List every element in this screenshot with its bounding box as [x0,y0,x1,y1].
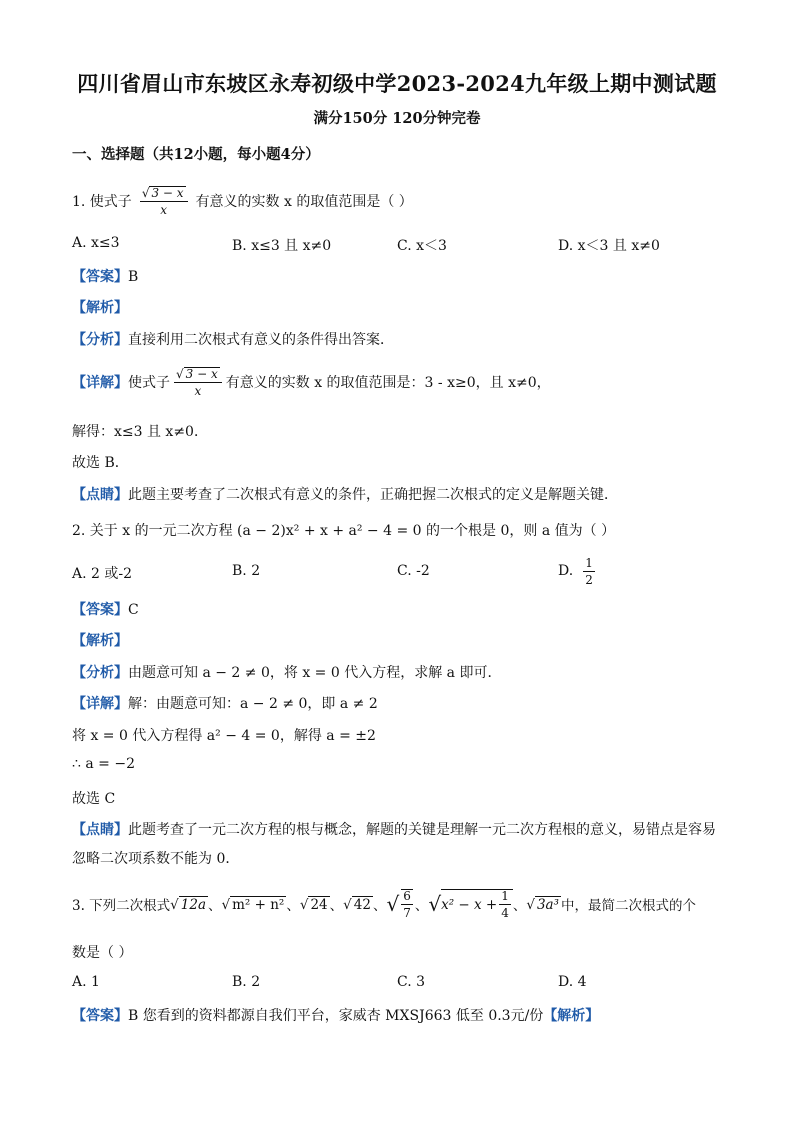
question-1-stem [72,177,413,225]
q1-fenxi [72,329,394,349]
q1-option-c: C. x＜3 [397,238,447,254]
q3-frac-5-den: 7 [403,906,411,920]
q3-radical-3: √ 24 [299,896,328,913]
q3-prefix: 3. 下列二次根式 [72,898,171,914]
q2-option-d-label: D. [558,563,574,579]
q2-answer [72,599,139,619]
q3-frac-6-num: 1 [501,889,509,903]
q2-option-d [558,555,597,587]
q1-xiangjie [72,360,551,404]
q1-choose: 故选 B． [72,455,129,471]
q1-option-b: B. x≤3 且 x≠0 [232,238,332,254]
q1-radicand: 3 − x [151,186,184,200]
q2-fenxi [72,662,501,682]
q2-analysis-heading [72,630,128,650]
q1-xiangjie-radicand: 3 − x [185,367,218,381]
q3-suffix: 中，最简二次根式的个 [561,898,697,914]
q2-option-d-num: 1 [585,555,593,570]
q3-radicand-2: m² + n² [232,896,285,913]
q2-fenxi-text: 由题意可知 a − 2 ≠ 0，将 x = 0 代入方程，求解 a 即可． [128,665,502,681]
q2-option-d-fraction [583,557,595,586]
q1-answer [72,266,138,286]
q3-radicand-6-pre: x² − x + [441,896,498,913]
q1-answer-value: B [128,269,139,285]
q3-radical-5: √ $\frac{6}{7}$ [386,889,411,920]
q3-option-d: D. 4 [558,974,587,990]
dianjing-tag: 【点睛】 [72,487,128,503]
page-subtitle: 满分150分 120分钟完卷 [313,110,481,127]
q1-fraction: $\frac{√ 3 - x}{x}$ [140,186,188,216]
q2-line1: 将 x = 0 代入方程得 a² − 4 = 0，解得 a = ±2 [72,728,376,744]
q3-radical-7: √ 3a³ [526,896,560,913]
q3-answer [72,1005,599,1025]
analysis-tag: 【解析】 [72,633,128,649]
q3-frac-5-num: 6 [403,889,411,903]
q3-sep: 、 [329,898,344,914]
q3-frac-6-den: 4 [501,906,509,920]
q3-sep: 、 [512,898,527,914]
q1-dianjing-text: 此题主要考查了二次根式有意义的条件，正确把握二次根式的定义是解题关键． [128,487,618,503]
q3-sep: 、 [208,898,222,914]
q1-denominator: x [160,203,168,217]
answer-tag: 【答案】 [72,602,128,618]
q3-radicand-7: 3a³ [536,896,560,913]
analysis-tag: 【解析】 [72,300,128,316]
q3-frac-5 [401,889,413,919]
answer-tag: 【答案】 [72,269,128,285]
q1-xiangjie-denominator: x [194,384,202,398]
dianjing-tag: 【点睛】 [72,822,128,838]
q1-option-d: D. x＜3 且 x≠0 [558,238,660,254]
q2-option-a: A. 2 或-2 [72,566,133,582]
q3-radicand-6 [441,889,513,919]
q3-line2: 数是（ ） [72,945,133,961]
q2-option-b: B. 2 [232,563,261,579]
q3-radical-1: √ 12a [170,896,207,913]
q1-prefix: 1. 使式子 [72,194,132,210]
q3-radicand-4: 42 [353,896,371,913]
q1-suffix: 有意义的实数 x 的取值范围是（ ） [195,194,413,210]
q2-option-d-den: 2 [585,572,593,587]
q3-answer-value: B 您看到的资料都源自我们平台，家威杏 MXSJ663 低至 0.3元/份 [128,1008,544,1024]
q3-sep: 、 [414,898,429,914]
answer-tag: 【答案】 [72,1008,128,1024]
page-title: 四川省眉山市东坡区永寿初级中学2023-2024九年级上期中测试题 [77,71,717,96]
xiangjie-tag: 【详解】 [72,375,128,391]
q1-dianjing [72,484,618,504]
q2-dianjing [72,819,716,839]
section-heading: 一、选择题（共12小题，每小题4分） [72,146,320,163]
q1-xiangjie-prefix: 使式子 [128,375,170,391]
q2-answer-value: C [128,602,139,618]
q2-line2: ∴ a = −2 [72,756,135,772]
q3-option-b: B. 2 [232,974,261,990]
fenxi-tag: 【分析】 [72,332,128,348]
q3-frac-6 [499,890,511,919]
fenxi-tag: 【分析】 [72,665,128,681]
q2-xiangjie-text: 解：由题意可知：a − 2 ≠ 0，即 a ≠ 2 [128,696,378,712]
q2-dianjing-cont: 忽略二次项系数不能为 0． [72,851,240,867]
q2-choose: 故选 C [72,791,116,807]
q2-dianjing-text: 此题考查了一元二次方程的根与概念，解题的关键是理解一元二次方程根的意义，易错点是容易 [128,822,716,838]
q3-sep: 、 [372,898,387,914]
q2-xiangjie [72,693,378,713]
q3-sep: 、 [286,898,300,914]
q2-option-c: C. -2 [397,563,430,579]
q3-radical-6: √ x² − x + $\frac{1}{4}$ [428,889,513,919]
question-3-stem [72,880,696,928]
q1-solve: 解得：x≤3 且 x≠0． [72,424,208,440]
q1-option-a: A. x≤3 [72,235,120,251]
q3-radicand-1: 12a [180,896,207,913]
question-2-stem: 2. 关于 x 的一元二次方程 (a − 2)x² + x + a² − 4 = 0 的一个根是 0，则 a 值为（ ） [72,523,616,539]
xiangjie-tag: 【详解】 [72,696,128,712]
q3-radical-2: √ m² + n² [221,896,285,913]
q3-radicand-3: 24 [310,896,328,913]
q3-radical-4: √ 42 [343,896,371,913]
q1-xiangjie-suffix: 有意义的实数 x 的取值范围是：3 - x≥0，且 x≠0， [225,375,551,391]
q3-option-a: A. 1 [72,974,100,990]
q1-fenxi-text: 直接利用二次根式有意义的条件得出答案． [128,332,394,348]
q3-option-c: C. 3 [397,974,426,990]
q1-xiangjie-fraction: $\frac{√ 3 - x}{x}$ [174,367,222,397]
q1-analysis-heading [72,297,128,317]
analysis-tag: 【解析】 [543,1008,600,1024]
